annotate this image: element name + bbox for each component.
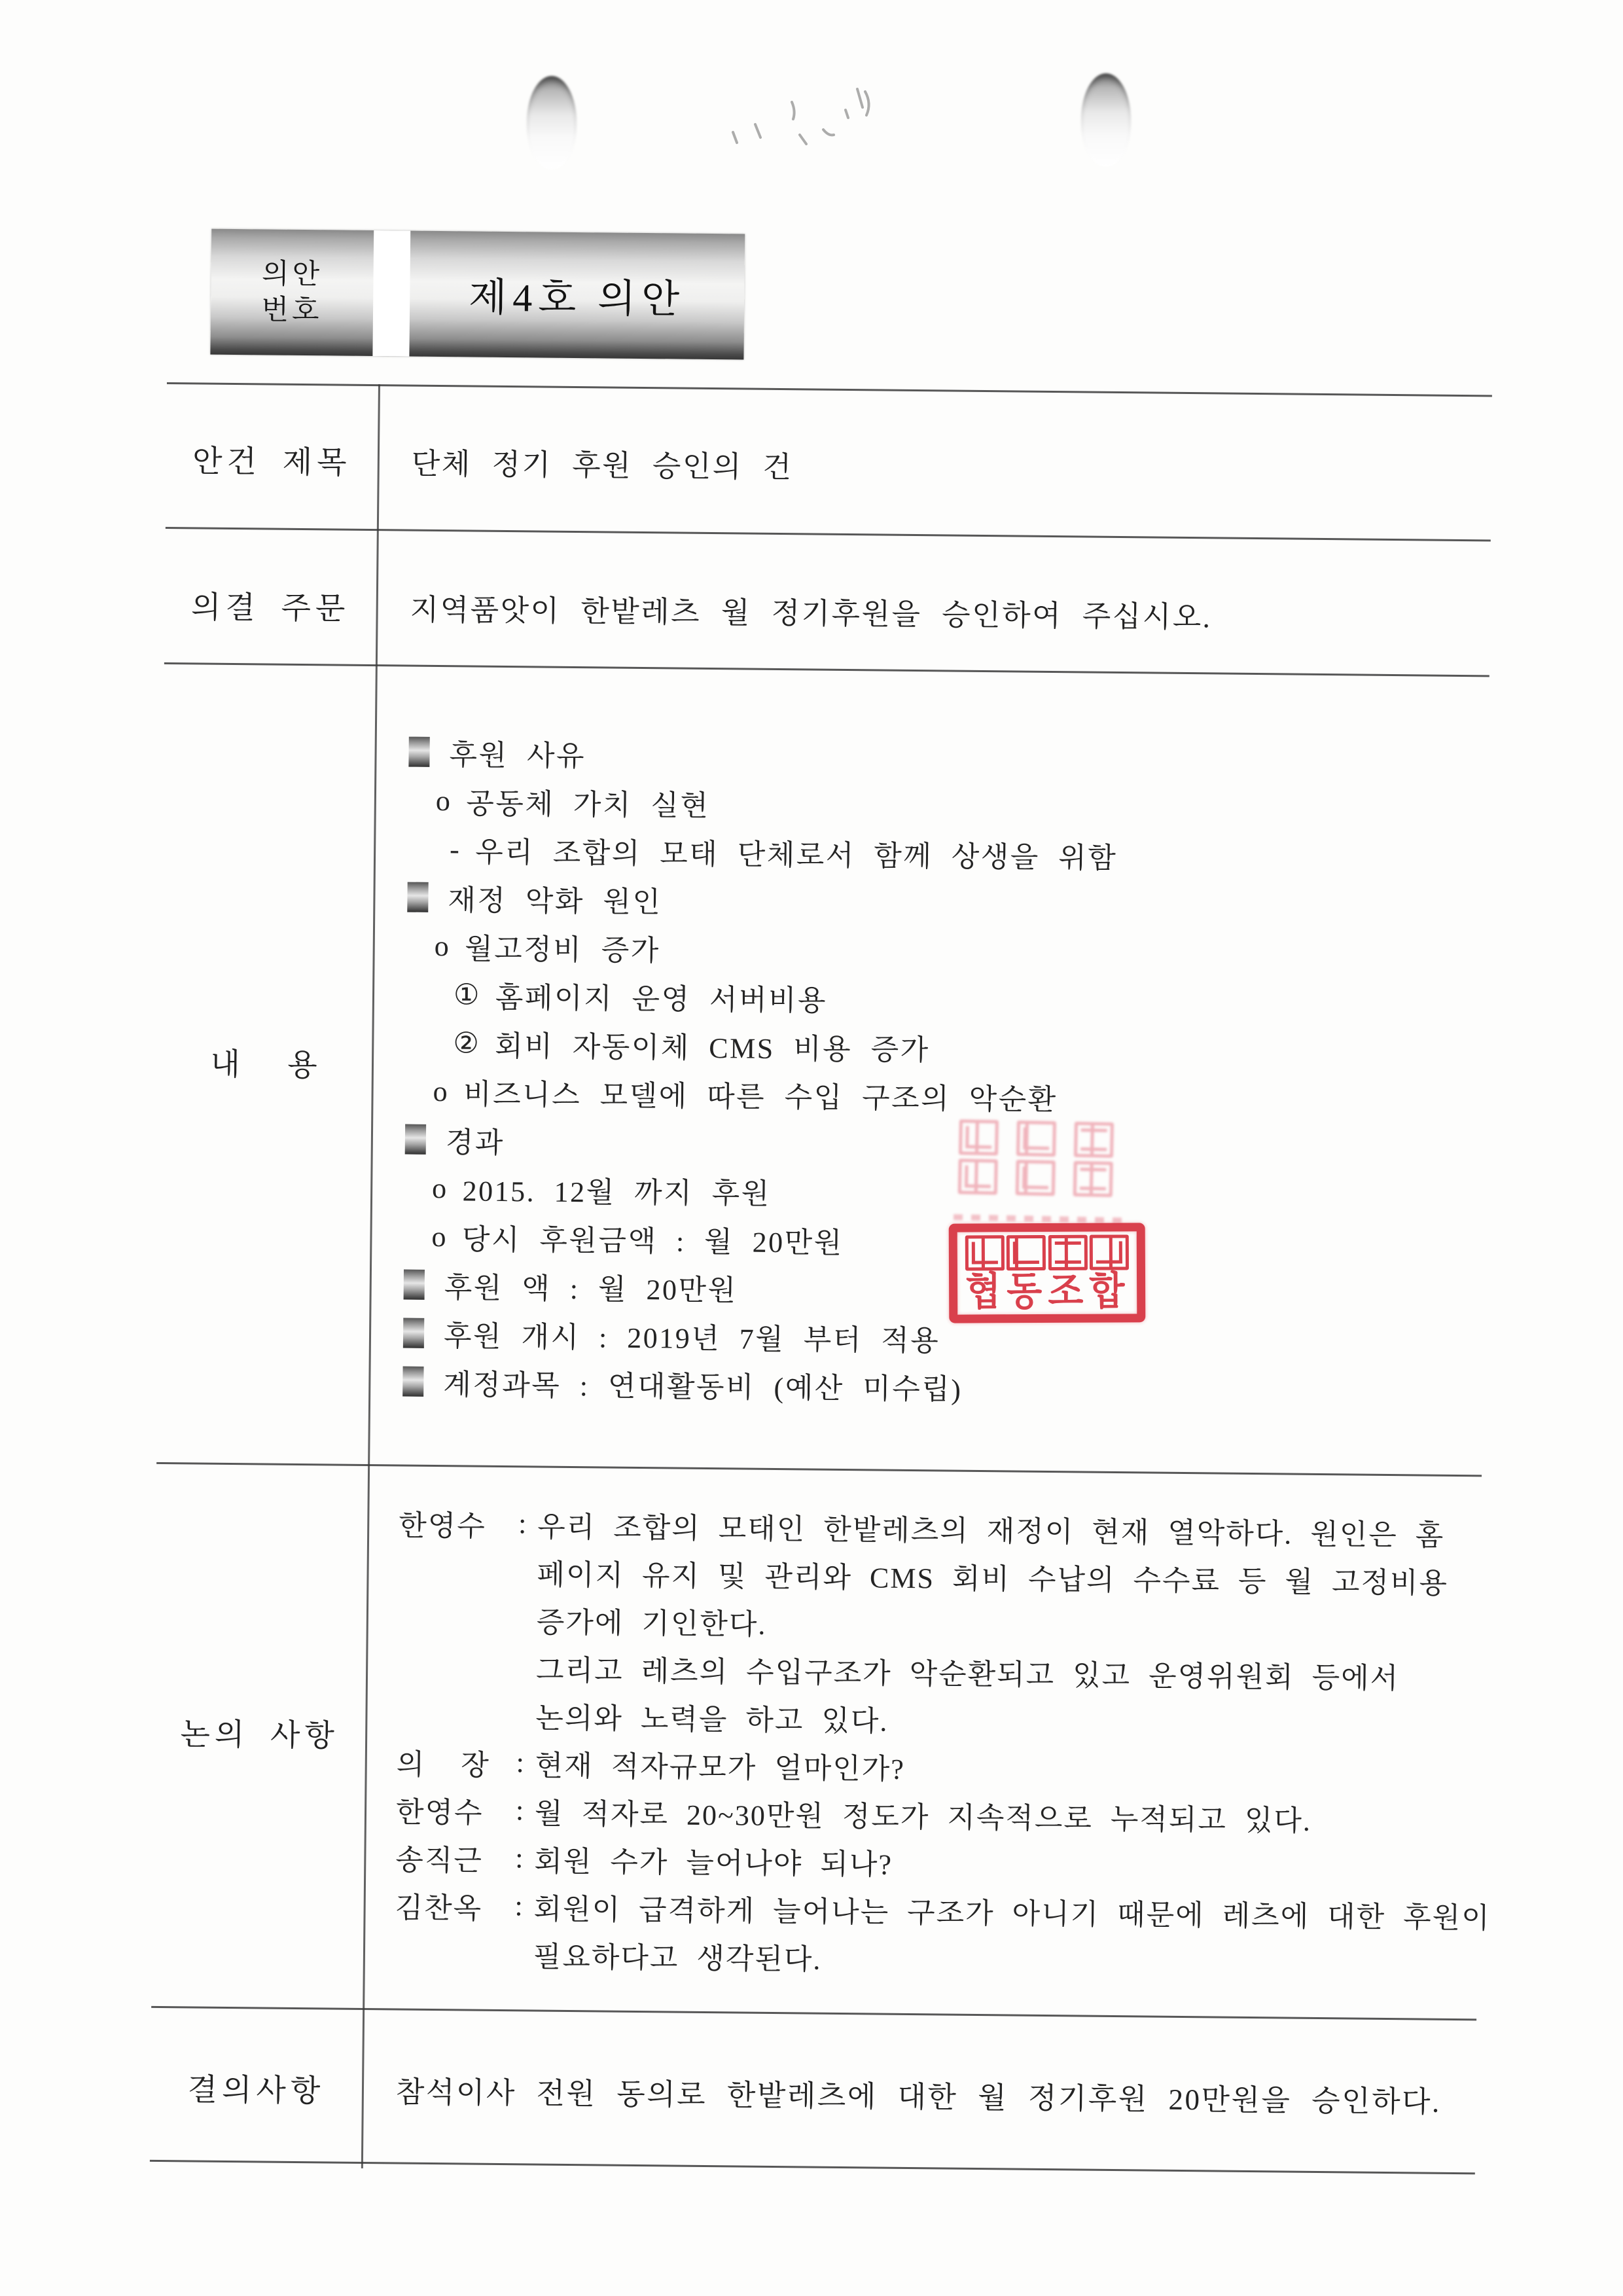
speaker-name: 의 장 <box>396 1748 490 1782</box>
bullet-marker: o <box>433 1075 450 1107</box>
seal-top-row-glyphs <box>965 1234 1129 1270</box>
content-item <box>407 873 662 924</box>
content-item <box>403 1309 940 1363</box>
seal-script-glyph <box>1016 1160 1056 1196</box>
bullet-marker: o <box>435 784 452 817</box>
discussion-text: 회원이 급격하게 늘어나는 구조가 아니기 때문에 레츠에 대한 후원이 <box>533 1892 1491 1935</box>
speaker-name: 김찬옥 <box>395 1891 483 1925</box>
content-item <box>450 825 1118 880</box>
square-bullet-icon <box>402 1367 423 1397</box>
bullet-marker: ① <box>453 978 482 1011</box>
content-item-text: 회비 자동이체 CMS 비용 증가 <box>495 1030 930 1067</box>
discussion-text: 페이지 유지 및 관리와 CMS 회비 수납의 수수료 등 월 고정비용 <box>537 1558 1449 1600</box>
bullet-marker: o <box>431 1172 448 1204</box>
agenda-title-text: 단체 정기 후원 승인의 건 <box>411 447 793 484</box>
discussion-line <box>536 1643 1400 1700</box>
discussion-text: 월 적자로 20~30만원 정도가 지속적으로 누적되고 있다. <box>534 1797 1312 1837</box>
speaker-colon: : <box>516 1746 526 1779</box>
content-item <box>436 776 710 827</box>
square-bullet-icon <box>405 1124 426 1155</box>
discussion-text: 필요하다고 생각된다. <box>533 1940 822 1976</box>
content-item-text: 당시 후원금액 : 월 20만원 <box>461 1223 844 1259</box>
stamp-ghost-edge <box>954 1214 1129 1223</box>
speaker-name: 한영수 <box>399 1509 486 1543</box>
square-bullet-icon <box>403 1318 424 1348</box>
discussion-list <box>395 1498 1512 1976</box>
bullet-marker: o <box>431 1220 448 1253</box>
content-item-text: 후원 사유 <box>449 739 586 773</box>
bullet-marker: o <box>434 929 451 962</box>
content-item <box>454 970 828 1022</box>
content-item-text: 공동체 가치 실현 <box>466 787 710 822</box>
content-item-text: 재정 악화 원인 <box>448 884 662 919</box>
seal-script-glyph <box>965 1235 1005 1270</box>
seal-script-glyph <box>1048 1235 1087 1270</box>
square-bullet-icon <box>408 737 429 767</box>
content-item <box>431 1212 844 1265</box>
seal-bottom-text: 협동조합 <box>965 1268 1131 1314</box>
content-item-text: 2015. 12월 까지 후원 <box>462 1175 771 1210</box>
label-resolution: 결의사항 <box>187 2072 325 2108</box>
table-border-bottom <box>150 2160 1475 2174</box>
resolution-request-text: 지역품앗이 한밭레츠 월 정기후원을 승인하여 주십시오. <box>410 593 1212 634</box>
content-item-text: 계정과목 : 연대활동비 (예산 미수립) <box>443 1369 963 1406</box>
discussion-text: 그리고 레츠의 수입구조가 악순환되고 있고 운영위원회 등에서 <box>535 1654 1400 1695</box>
content-item-text: 경과 <box>445 1126 505 1160</box>
seal-script-glyph <box>959 1119 999 1155</box>
agenda-number-label <box>210 229 374 356</box>
seal-script-glyph <box>1090 1234 1129 1270</box>
table-border-row1 <box>166 527 1491 541</box>
seal-script-glyph <box>1073 1161 1113 1197</box>
discussion-line <box>537 1596 767 1645</box>
speaker-colon: : <box>518 1507 528 1540</box>
discussion-line <box>396 1785 1312 1841</box>
label-content: 내 용 <box>210 1047 322 1083</box>
content-item-text: 후원 액 : 월 20만원 <box>444 1272 738 1307</box>
agenda-number-banner <box>210 229 745 360</box>
agenda-title: 제4호 의안 <box>469 276 686 321</box>
label-resolution-request: 의결 주문 <box>190 590 350 626</box>
table-column-divider <box>361 384 380 2168</box>
discussion-text: 논의와 노력을 하고 있다. <box>535 1702 889 1738</box>
content-item-text: 홈페이지 운영 서버비용 <box>495 981 828 1017</box>
content-item <box>434 922 660 972</box>
content-item <box>453 1018 930 1071</box>
discussion-line <box>395 1833 893 1885</box>
content-item <box>408 728 586 778</box>
content-item-text: 우리 조합의 모태 단체로서 함께 상생을 위함 <box>475 836 1118 874</box>
discussion-line <box>396 1737 905 1789</box>
discussion-line <box>535 1691 889 1742</box>
speaker-colon: : <box>515 1794 526 1827</box>
discussion-text: 우리 조합의 모태인 한밭레츠의 재정이 현재 열악하다. 원인은 홈 <box>537 1511 1445 1552</box>
speaker-colon: : <box>515 1842 525 1874</box>
speaker-name: 송직근 <box>395 1843 484 1877</box>
discussion-line <box>533 1929 822 1980</box>
content-item-text: 월고정비 증가 <box>464 933 660 967</box>
square-bullet-icon <box>407 882 428 912</box>
square-bullet-icon <box>404 1270 425 1300</box>
content-item <box>432 1164 771 1215</box>
stamp-ghost-impression <box>954 1111 1137 1227</box>
banner-divider <box>372 230 410 357</box>
content-item <box>405 1115 505 1164</box>
table-border-row2 <box>164 662 1489 677</box>
bullet-marker: - <box>449 833 461 865</box>
seal-script-glyph <box>1016 1121 1056 1157</box>
label-discussion: 논의 사항 <box>180 1717 340 1753</box>
table-border-top <box>167 382 1492 397</box>
table-border-row4 <box>151 2006 1476 2020</box>
discussion-line <box>537 1548 1448 1604</box>
seal-script-glyph <box>1074 1122 1114 1158</box>
speaker-name: 한영수 <box>395 1795 484 1829</box>
speaker-colon: : <box>514 1890 525 1922</box>
content-item-text: 후원 개시 : 2019년 7월 부터 적용 <box>443 1320 940 1357</box>
corporate-seal-stamp <box>949 1223 1146 1323</box>
seal-script-glyph <box>1007 1235 1046 1270</box>
content-item-text: 비즈니스 모델에 따른 수입 구조의 악순환 <box>463 1078 1058 1117</box>
bullet-marker: ② <box>453 1026 481 1060</box>
discussion-text: 현재 적자규모가 얼마인가? <box>535 1749 906 1785</box>
label-agenda-title: 안건 제목 <box>192 444 351 480</box>
content-item <box>403 1261 737 1312</box>
agenda-number-label-line1: 의안 <box>261 259 323 291</box>
seal-script-glyph <box>958 1158 998 1194</box>
resolution-text: 참석이사 전원 동의로 한밭레츠에 대한 월 정기후원 20만원을 승인하다. <box>395 2075 1442 2119</box>
content-item <box>402 1357 963 1411</box>
discussion-text: 증가에 기인한다. <box>536 1606 767 1641</box>
table-border-row3 <box>156 1462 1482 1477</box>
discussion-text: 회원 수가 늘어나야 되나? <box>534 1844 893 1881</box>
agenda-number-label-line2: 번호 <box>261 295 323 327</box>
